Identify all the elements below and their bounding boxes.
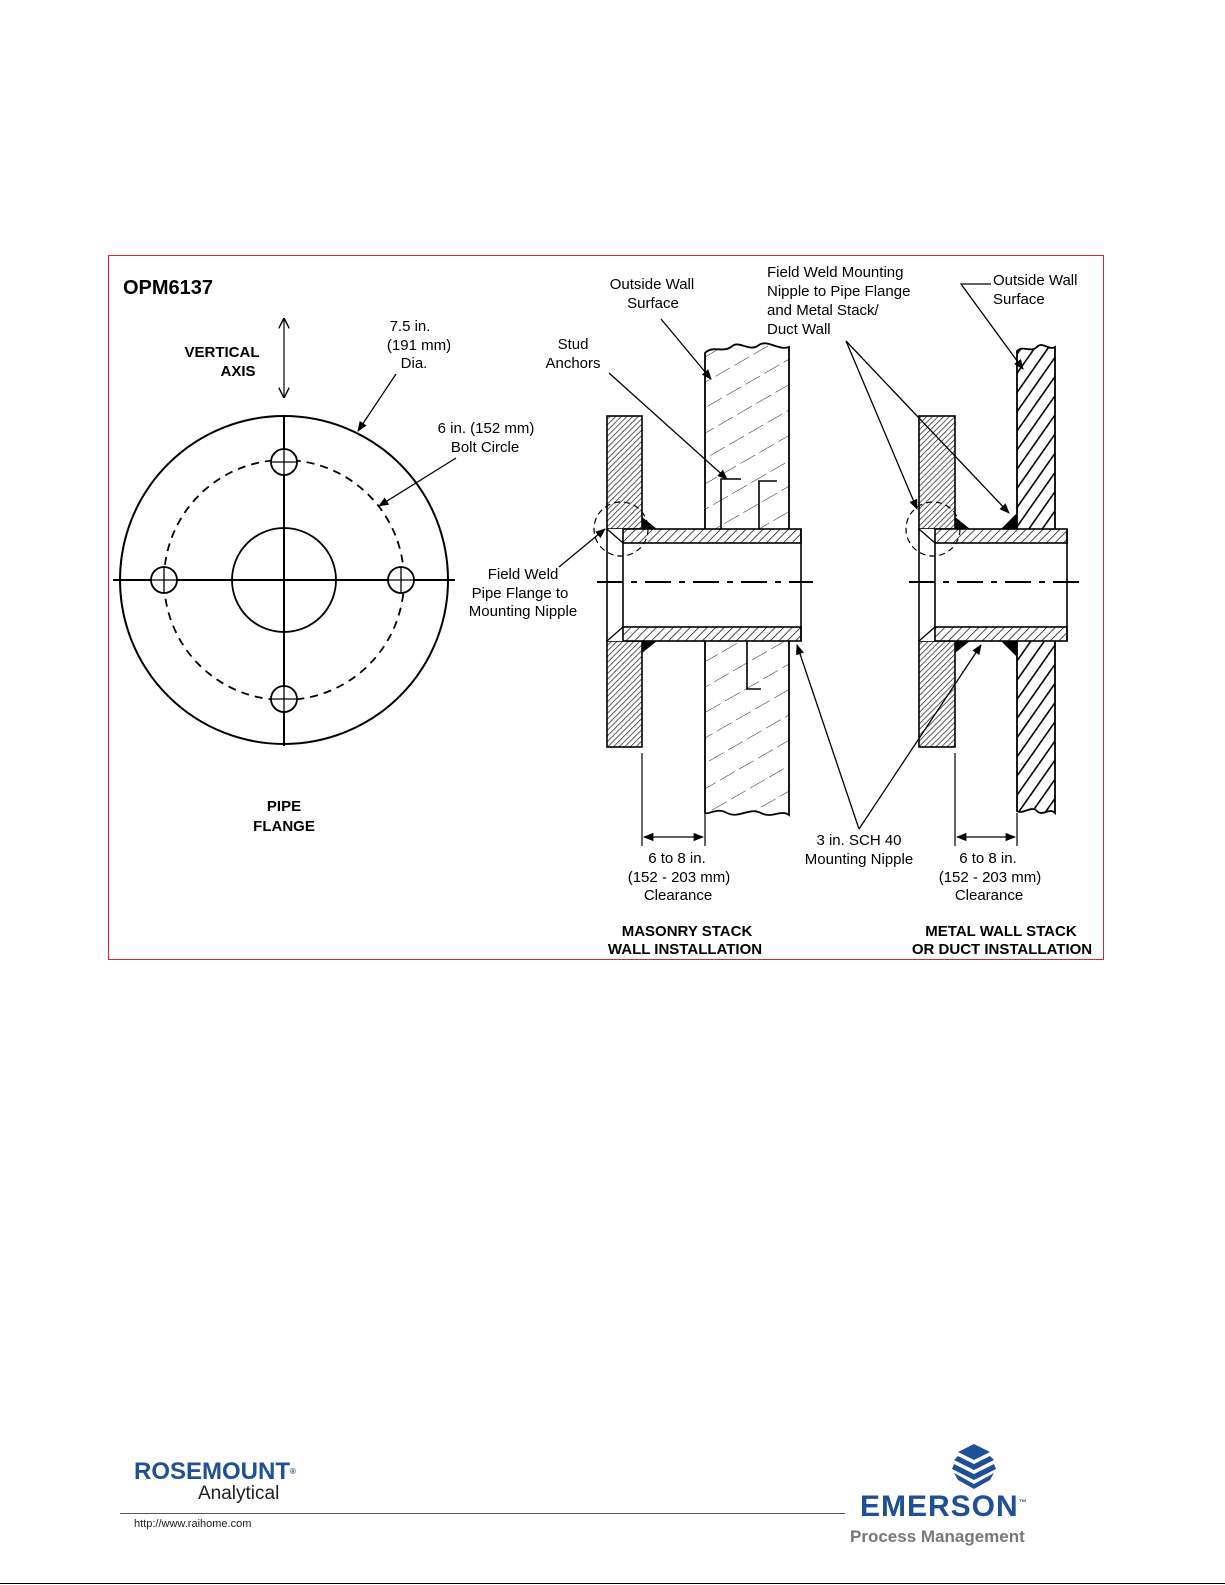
field-weld-nipple-4: Duct Wall — [767, 321, 831, 338]
masonry-nipple-wall-bottom — [623, 627, 801, 641]
outside-wall-right-2: Surface — [993, 291, 1045, 308]
stud-anchors-2: Anchors — [545, 355, 601, 372]
masonry-nipple-bore — [607, 529, 801, 641]
metal-nipple-wall-top — [935, 529, 1067, 543]
rosemount-subtitle: Analytical — [198, 1483, 280, 1504]
page-bottom-rule — [0, 1583, 1225, 1584]
metal-clearance-2: (152 - 203 mm) — [938, 869, 1042, 886]
field-weld-flange-1: Field Weld — [487, 566, 559, 583]
masonry-clearance-1: 6 to 8 in. — [648, 850, 706, 867]
dia-label-1: 7.5 in. — [389, 318, 431, 335]
metal-title-1: METAL WALL STACK — [925, 923, 1077, 940]
field-weld-flange-3: Mounting Nipple — [468, 603, 578, 620]
metal-clearance-1: 6 to 8 in. — [959, 850, 1017, 867]
dia-label-2: (191 mm) — [386, 337, 452, 354]
masonry-flange-lower — [607, 641, 642, 747]
masonry-title-1: MASONRY STACK — [621, 923, 753, 940]
vertical-axis-label-2: AXIS — [220, 363, 256, 380]
pipe-flange-view — [113, 318, 534, 835]
outside-wall-left-leader — [661, 319, 711, 379]
metal-weld-top — [955, 517, 970, 529]
vertical-axis-label-1: VERTICAL — [184, 344, 260, 361]
pipe-flange-label-1: PIPE — [266, 798, 302, 815]
masonry-clearance-3: Clearance — [643, 887, 713, 904]
metal-wall-weld-top — [1001, 513, 1017, 529]
rosemount-brand: ROSEMOUNT® — [134, 1458, 296, 1485]
rosemount-logo — [134, 1460, 844, 1504]
metal-title-2: OR DUCT INSTALLATION — [911, 941, 1093, 958]
masonry-weld-bottom — [642, 641, 657, 653]
field-weld-nipple-3: and Metal Stack/ — [767, 302, 879, 319]
rosemount-name: ROSEMOUNT — [134, 1458, 290, 1485]
emerson-globe-icon — [944, 1442, 1004, 1494]
stud-anchors-1: Stud — [557, 336, 589, 353]
metal-clearance-3: Clearance — [954, 887, 1024, 904]
footer-rule — [120, 1513, 845, 1514]
metal-flange-upper — [919, 416, 955, 529]
nipple-label-1: 3 in. SCH 40 — [816, 832, 902, 849]
field-weld-flange-leader — [559, 529, 605, 567]
masonry-nipple-wall-top — [623, 529, 801, 543]
outside-wall-left-1: Outside Wall — [609, 276, 695, 293]
metal-nipple-wall-bottom — [935, 627, 1067, 641]
footer-url[interactable]: http://www.raihome.com — [134, 1518, 252, 1530]
outside-wall-right-1: Outside Wall — [993, 272, 1078, 289]
figure-id: OPM6137 — [123, 277, 214, 299]
bolt-circle-label-1: 6 in. (152 mm) — [437, 420, 535, 437]
masonry-weld-top — [642, 517, 657, 529]
emerson-name: EMERSON — [860, 1490, 1019, 1523]
masonry-title-2: WALL INSTALLATION — [607, 941, 763, 958]
masonry-flange-upper — [607, 416, 642, 529]
installation-diagram — [109, 256, 1105, 961]
metal-weld-bottom — [955, 641, 970, 653]
outside-wall-left-2: Surface — [627, 295, 679, 312]
field-weld-flange-2: Pipe Flange to — [471, 585, 569, 602]
dia-label-3: Dia. — [400, 355, 428, 372]
field-weld-nipple-1: Field Weld Mounting — [767, 264, 904, 281]
masonry-installation-view — [469, 276, 813, 958]
metal-wall-weld-bottom — [1001, 641, 1017, 657]
masonry-clearance-2: (152 - 203 mm) — [627, 869, 731, 886]
field-weld-nipple-2: Nipple to Pipe Flange — [767, 283, 911, 300]
nipple-leader-left — [797, 645, 859, 829]
nipple-label-2: Mounting Nipple — [804, 851, 914, 868]
dia-leader — [358, 374, 396, 431]
field-weld-nipple-leader-1 — [846, 341, 917, 509]
bolt-circle-leader — [379, 458, 456, 506]
pipe-flange-label-2: FLANGE — [253, 818, 315, 835]
emerson-subtitle: Process Management — [850, 1527, 1025, 1546]
bolt-circle-label-2: Bolt Circle — [450, 439, 520, 456]
figure-frame — [108, 255, 1104, 960]
emerson-brand: EMERSON™ — [860, 1490, 1028, 1523]
